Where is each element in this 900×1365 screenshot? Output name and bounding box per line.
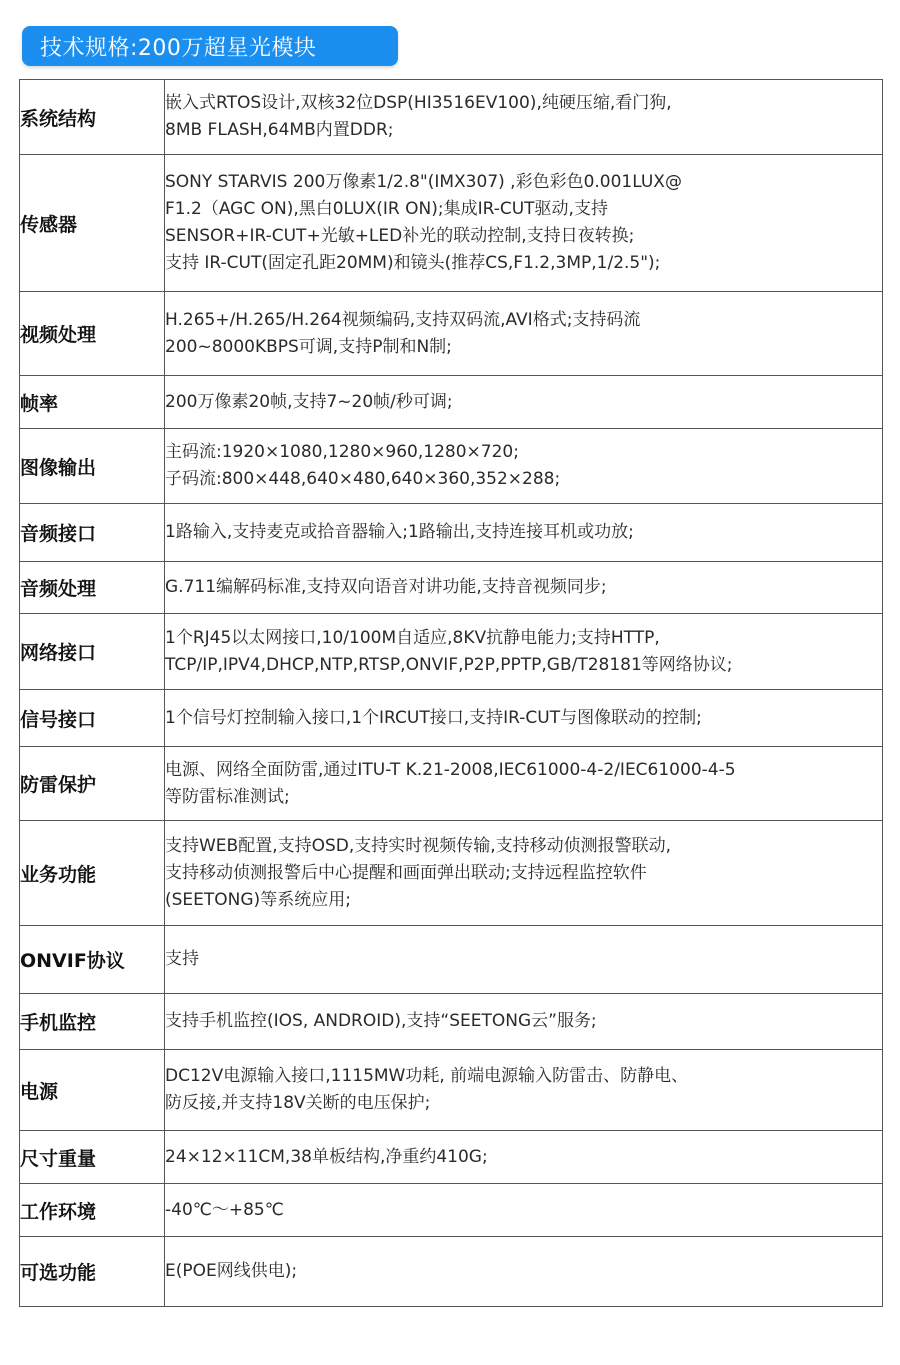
spec-value-line: SONY STARVIS 200万像素1/2.8"(IMX307) ,彩色彩色0.001LUX@ — [165, 172, 682, 192]
spec-label: 尺寸重量 — [20, 1131, 165, 1184]
spec-value-line: 支持 IR-CUT(固定孔距20MM)和镜头(推荐CS,F1.2,3MP,1/2.5"); — [165, 253, 661, 273]
spec-value-line: (SEETONG)等系统应用; — [165, 889, 351, 910]
spec-value-line: SENSOR+IR-CUT+光敏+LED补光的联动控制,支持日夜转换; — [165, 226, 635, 246]
spec-row — [20, 292, 883, 376]
spec-value — [165, 155, 883, 292]
spec-value — [165, 614, 883, 690]
spec-value-line: 24×12×11CM,38单板结构,净重约410G; — [165, 1146, 488, 1167]
spec-value — [165, 1237, 883, 1307]
spec-value-line: 支持WEB配置,支持OSD,支持实时视频传输,支持移动侦测报警联动, — [165, 835, 672, 856]
spec-value — [165, 821, 883, 926]
spec-value-line: 支持移动侦测报警后中心提醒和画面弹出联动;支持远程监控软件 — [165, 862, 647, 883]
spec-label: 可选功能 — [20, 1237, 165, 1307]
spec-row — [20, 1131, 883, 1184]
spec-label: 工作环境 — [20, 1184, 165, 1237]
spec-value-line: TCP/IP,IPV4,DHCP,NTP,RTSP,ONVIF,P2P,PPTP,GB/T28181等网络协议; — [165, 654, 733, 675]
spec-value-line: 子码流:800×448,640×480,640×360,352×288; — [165, 469, 561, 489]
spec-value-line: 1个RJ45以太网接口,10/100M自适应,8KV抗静电能力;支持HTTP, — [165, 627, 660, 648]
spec-value-line: H.265+/H.265/H.264视频编码,支持双码流,AVI格式;支持码流 — [165, 309, 641, 330]
spec-row — [20, 690, 883, 747]
spec-label: 手机监控 — [20, 994, 165, 1050]
spec-value-line: 防反接,并支持18V关断的电压保护; — [165, 1093, 431, 1113]
spec-row — [20, 80, 883, 155]
spec-row — [20, 155, 883, 292]
spec-value — [165, 504, 883, 562]
spec-row — [20, 504, 883, 562]
spec-label: 网络接口 — [20, 614, 165, 690]
spec-value — [165, 690, 883, 747]
spec-value — [165, 994, 883, 1050]
spec-value — [165, 1131, 883, 1184]
spec-table-body — [20, 80, 883, 1307]
spec-row — [20, 821, 883, 926]
spec-value — [165, 429, 883, 504]
spec-label: 系统结构 — [20, 80, 165, 155]
spec-value-line: 嵌入式RTOS设计,双核32位DSP(HI3516EV100),纯硬压缩,看门狗, — [165, 93, 672, 113]
spec-value-line: 电源、网络全面防雷,通过ITU-T K.21-2008,IEC61000-4-2/IEC61000-4-5 — [165, 759, 736, 780]
spec-row — [20, 926, 883, 994]
spec-value — [165, 1184, 883, 1237]
spec-value-line: DC12V电源输入接口,1115MW功耗, 前端电源输入防雷击、防静电、 — [165, 1066, 689, 1086]
spec-value — [165, 80, 883, 155]
spec-value — [165, 562, 883, 614]
spec-row — [20, 1050, 883, 1131]
spec-value-line: G.711编解码标准,支持双向语音对讲功能,支持音视频同步; — [165, 577, 607, 597]
spec-label: 音频处理 — [20, 562, 165, 614]
spec-value-line: 200~8000KBPS可调,支持P制和N制; — [165, 336, 452, 357]
spec-title-badge — [22, 26, 398, 66]
spec-row — [20, 1184, 883, 1237]
spec-value — [165, 926, 883, 994]
spec-row — [20, 562, 883, 614]
spec-label: 传感器 — [20, 155, 165, 292]
spec-value-line: 1路输入,支持麦克或拾音器输入;1路输出,支持连接耳机或功放; — [165, 522, 634, 542]
spec-value-line: 支持手机监控(IOS, ANDROID),支持“SEETONG云”服务; — [165, 1011, 597, 1031]
spec-value-line: 200万像素20帧,支持7~20帧/秒可调; — [165, 391, 453, 412]
spec-value — [165, 747, 883, 821]
spec-value-line: 8MB FLASH,64MB内置DDR; — [165, 120, 394, 140]
spec-value-line: 等防雷标准测试; — [165, 786, 290, 807]
spec-value — [165, 292, 883, 376]
spec-value — [165, 1050, 883, 1131]
spec-table — [19, 79, 883, 1307]
spec-value — [165, 376, 883, 429]
spec-label: 业务功能 — [20, 821, 165, 926]
spec-value-line: -40℃～+85℃ — [165, 1199, 284, 1220]
spec-row — [20, 1237, 883, 1307]
spec-label: 防雷保护 — [20, 747, 165, 821]
spec-label: 视频处理 — [20, 292, 165, 376]
spec-title: 技术规格:200万超星光模块 — [40, 35, 317, 61]
spec-label: 图像输出 — [20, 429, 165, 504]
spec-label: 帧率 — [20, 376, 165, 429]
spec-row — [20, 429, 883, 504]
spec-value-line: F1.2（AGC ON),黑白0LUX(IR ON);集成IR-CUT驱动,支持 — [165, 199, 608, 219]
spec-label: 信号接口 — [20, 690, 165, 747]
spec-value-line: 1个信号灯控制输入接口,1个IRCUT接口,支持IR-CUT与图像联动的控制; — [165, 707, 702, 728]
spec-value-line: E(POE网线供电); — [165, 1261, 298, 1281]
spec-row — [20, 747, 883, 821]
spec-label: ONVIF协议 — [20, 926, 165, 994]
spec-row — [20, 614, 883, 690]
spec-row — [20, 376, 883, 429]
spec-label: 电源 — [20, 1050, 165, 1131]
spec-row — [20, 994, 883, 1050]
spec-value-line: 支持 — [165, 949, 199, 969]
spec-value-line: 主码流:1920×1080,1280×960,1280×720; — [165, 442, 519, 462]
spec-label: 音频接口 — [20, 504, 165, 562]
